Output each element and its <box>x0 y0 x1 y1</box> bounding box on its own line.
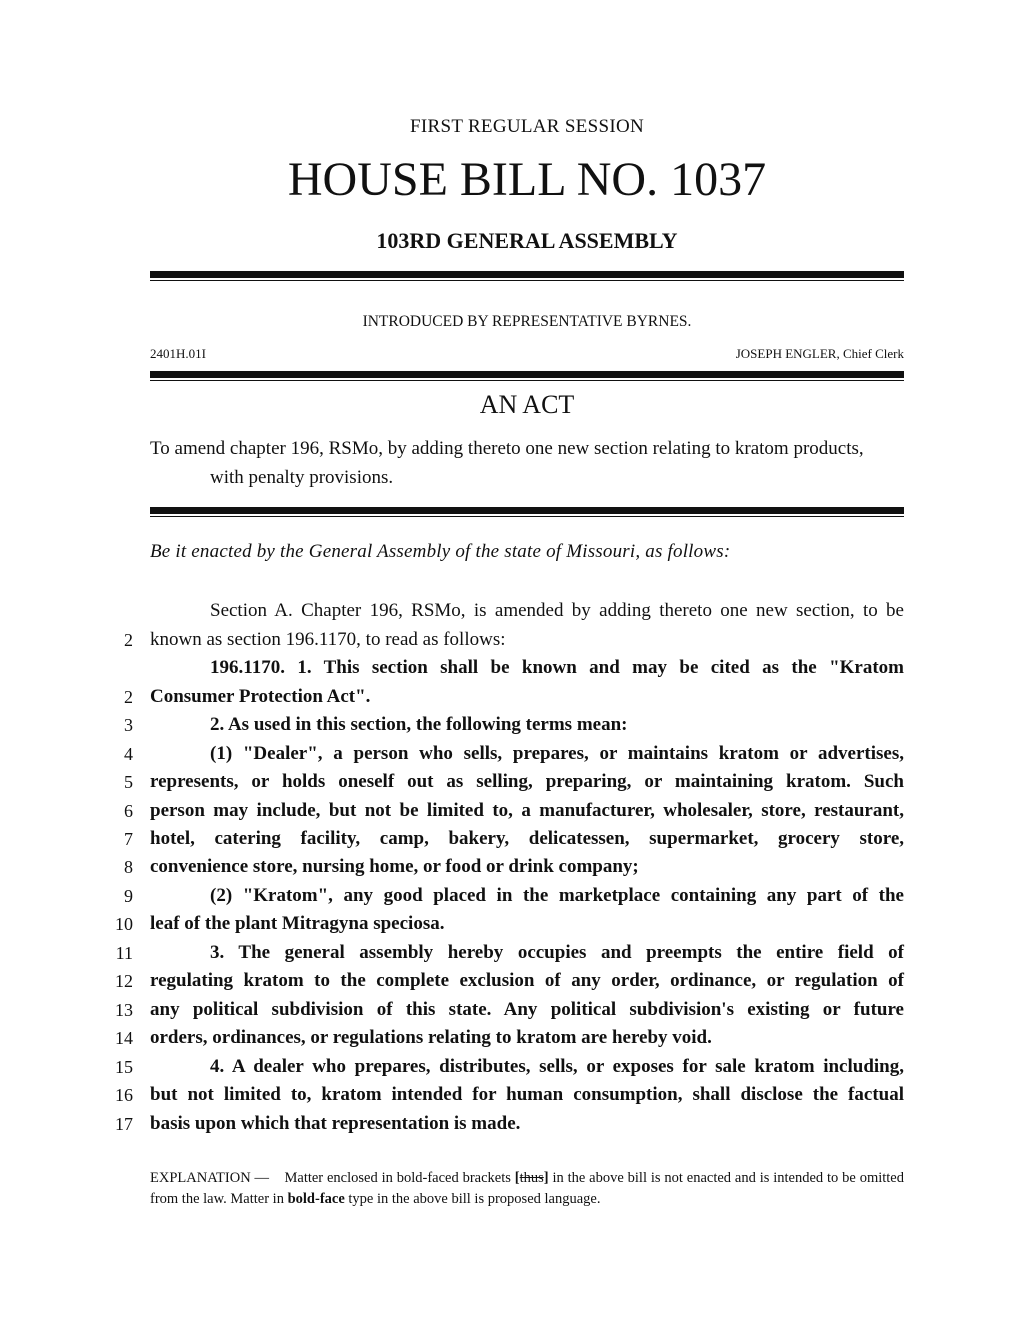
introduced-by: INTRODUCED BY REPRESENTATIVE BYRNES. <box>362 313 692 330</box>
body-line: basis upon which that representation is made. <box>150 1113 521 1134</box>
line-number: 4 <box>124 744 133 764</box>
body-line: represents, or holds oneself out as selling, preparing, or maintaining kratom. Such <box>150 771 904 792</box>
bracket-close: ] <box>543 1170 549 1186</box>
explanation-label: EXPLANATION — <box>150 1170 270 1186</box>
header-rule-thick <box>150 271 904 278</box>
explanation-note <box>150 1168 904 1210</box>
body-line: 4. A dealer who prepares, distributes, sells, or exposes for sale kratom including, <box>210 1056 904 1077</box>
bold-example: bold-face <box>287 1191 345 1207</box>
explanation-text-2: in the above bill is not enacted and is intended to be omitted from the law. Matter in <box>150 1170 904 1207</box>
body-line: leaf of the plant Mitragyna speciosa. <box>150 913 445 934</box>
line-number: 17 <box>115 1114 133 1134</box>
bill-title: HOUSE BILL NO. 1037 <box>287 153 767 206</box>
body-line: hotel, catering facility, camp, bakery, delicatessen, supermarket, grocery store, <box>150 828 904 849</box>
chief-clerk: JOSEPH ENGLER, Chief Clerk <box>735 346 904 361</box>
assembly-label: 103RD GENERAL ASSEMBLY <box>376 228 678 253</box>
line-number: 8 <box>124 857 133 877</box>
header-rule-thin <box>150 280 904 281</box>
explanation-text-1: Matter enclosed in bold-faced brackets <box>284 1170 515 1186</box>
body-line: but not limited to, kratom intended for human consumption, shall disclose the factual <box>150 1084 904 1105</box>
body-line: orders, ordinances, or regulations relating to kratom are hereby void. <box>150 1027 712 1048</box>
act-description-line-1: To amend chapter 196, RSMo, by adding thereto one new section relating to kratom products, <box>150 438 864 459</box>
act-title: AN ACT <box>479 390 575 419</box>
body-line: 3. The general assembly hereby occupies and preempts the entire field of <box>210 942 904 963</box>
strike-example: thus <box>519 1170 544 1186</box>
body-line: (1) "Dealer", a person who sells, prepares, or maintains kratom or advertises, <box>210 743 904 764</box>
line-number: 7 <box>124 829 133 849</box>
line-number: 9 <box>124 886 133 906</box>
bill-code: 2401H.01I <box>150 346 206 361</box>
line-number: 10 <box>115 914 133 934</box>
act-rule-thick <box>150 371 904 378</box>
bracket-open: [ <box>514 1170 520 1186</box>
line-number: 15 <box>115 1057 133 1077</box>
act-description-line-2: with penalty provisions. <box>210 467 394 488</box>
act-rule-thin <box>150 380 904 381</box>
body-line: (2) "Kratom", any good placed in the marketplace containing any part of the <box>210 885 904 906</box>
body-line: 196.1170. 1. This section shall be known and may be cited as the "Kratom <box>210 657 904 678</box>
body-line: 2. As used in this section, the following terms mean: <box>210 714 628 735</box>
body-line: Section A. Chapter 196, RSMo, is amended by adding thereto one new section, to be <box>210 600 904 621</box>
line-number: 2 <box>124 687 133 707</box>
body-line: convenience store, nursing home, or food or drink company; <box>150 856 639 877</box>
body-line: regulating kratom to the complete exclusion of any order, ordinance, or regulation of <box>150 970 904 991</box>
line-number: 5 <box>124 772 133 792</box>
body-line: person may include, but not be limited to, a manufacturer, wholesaler, store, restaurant, <box>150 800 904 821</box>
line-number: 6 <box>124 801 133 821</box>
line-number: 14 <box>115 1028 133 1048</box>
explanation-text-3: type in the above bill is proposed language. <box>344 1191 601 1207</box>
line-number: 13 <box>115 1000 133 1020</box>
body-rule-thin <box>150 516 904 517</box>
body-line: Consumer Protection Act". <box>150 686 371 707</box>
line-number: 16 <box>115 1085 133 1105</box>
session-label: FIRST REGULAR SESSION <box>410 116 644 137</box>
act-description <box>150 434 910 492</box>
line-number: 12 <box>115 971 133 991</box>
body-line: known as section 196.1170, to read as follows: <box>150 629 506 650</box>
body-rule-thick <box>150 507 904 514</box>
line-number: 2 <box>124 630 133 650</box>
body-line: any political subdivision of this state. Any political subdivision's existing or future <box>150 999 904 1020</box>
line-number: 3 <box>124 715 133 735</box>
enacting-clause: Be it enacted by the General Assembly of the state of Missouri, as follows: <box>150 541 731 562</box>
line-number: 11 <box>115 943 133 963</box>
